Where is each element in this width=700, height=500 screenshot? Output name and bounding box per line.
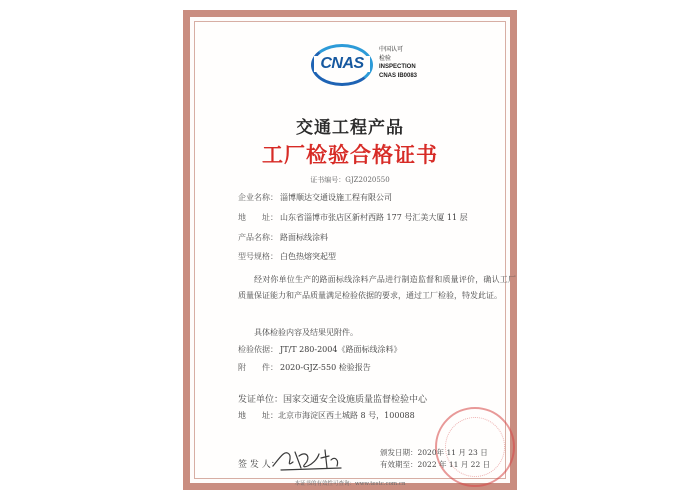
- attachment-label: 附 件：: [238, 363, 278, 372]
- field-company-value: 淄博顺达交通设施工程有限公司: [280, 193, 392, 202]
- attachment-value: 2020-GJZ-550 检验报告: [280, 363, 371, 372]
- field-model: [238, 251, 336, 263]
- logo-line-2: 检验: [379, 55, 392, 62]
- field-address-label: 地 址：: [238, 213, 278, 222]
- cnas-logo-word: CNAS: [314, 56, 370, 72]
- field-address-value: 山东省淄博市张店区新村西路 177 号汇美大厦 11 层: [280, 213, 468, 222]
- issuing-unit-value: 国家交通安全设施质量监督检验中心: [283, 395, 428, 405]
- field-model-label: 型号规格：: [238, 252, 278, 261]
- inspection-basis: [238, 344, 401, 356]
- handwritten-signature: [271, 446, 346, 472]
- inspection-basis-label: 检验依据：: [238, 345, 278, 354]
- certificate-title-sub: 工厂检验合格证书: [262, 142, 438, 167]
- issuer-address-value: 北京市海淀区西土城路 8 号，100088: [278, 411, 415, 420]
- issuer-address-label: 地 址：: [238, 411, 278, 420]
- certification-statement: 经对你单位生产的路面标线涂料产品进行制造监督和质量评价，确认工厂质量保证能力和产品质量满足检验依据的要求，通过工厂检验，特发此证。: [238, 275, 516, 300]
- certificate-frame: [183, 10, 517, 490]
- cnas-logo: [311, 44, 471, 94]
- field-product: [238, 232, 328, 244]
- expiry-date-label: 有效期至：: [380, 460, 418, 469]
- field-model-value: 白色热熔突起型: [280, 252, 336, 261]
- field-product-value: 路面标线涂料: [280, 233, 328, 242]
- inspection-basis-value: JT/T 280-2004《路面标线涂料》: [280, 345, 402, 354]
- expiry-date-value: 2022 年 11 月 22 日: [417, 460, 491, 469]
- expiry-date: [380, 459, 490, 470]
- issuing-unit-label: 发证单位：: [238, 395, 284, 405]
- certificate-title-main: 交通工程产品: [296, 118, 404, 138]
- issuer-address: [238, 410, 415, 421]
- issue-date-label: 颁发日期：: [380, 448, 418, 457]
- field-address: [238, 212, 468, 224]
- issue-date-value: 2020年 11 月 23 日: [417, 448, 488, 457]
- attachment: [238, 362, 371, 374]
- field-company: [238, 192, 392, 204]
- issuing-unit: [238, 392, 427, 405]
- signatory-label: 签 发 人：: [238, 460, 280, 470]
- detail-note: 具体检验内容及结果见附件。: [254, 328, 358, 337]
- certificate-number: 证书编号：GJZ2020550: [310, 176, 390, 184]
- field-product-label: 产品名称：: [238, 233, 278, 242]
- field-company-label: 企业名称：: [238, 193, 278, 202]
- verification-footer: 本证书的有效性可查询：www.testc.com.cn: [294, 481, 406, 487]
- logo-line-4: CNAS IB0083: [379, 72, 418, 79]
- logo-line-3: INSPECTION: [379, 64, 416, 70]
- issue-date: [380, 447, 488, 458]
- cnas-logo-text: [379, 46, 469, 80]
- logo-line-1: 中国认可: [379, 47, 404, 53]
- certificate-body: [194, 21, 516, 487]
